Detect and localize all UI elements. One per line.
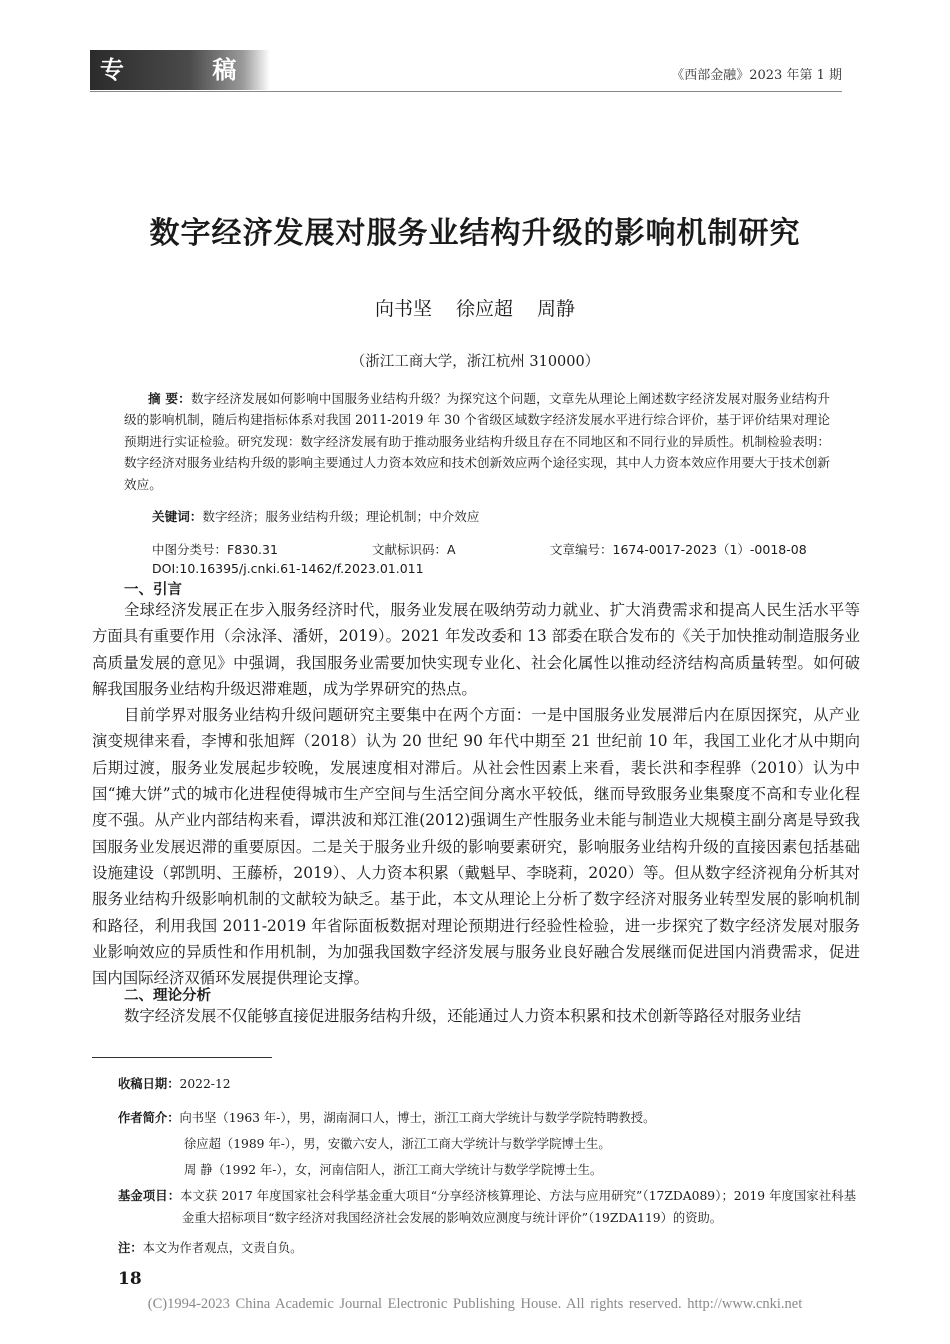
intro-paragraph-2: 目前学界对服务业结构升级问题研究主要集中在两个方面：一是中国服务业发展滞后内在原因探究，从产业演变规律来看，李博和张旭辉（2018）认为 20 世纪 90 年代中期至 21 世纪前 10 年，我国工业化才从中期向后期过渡，服务业发展起步较晚，发展速度相对滞后。从社会性因素上来看，裴长洪和李程骅（2010）认为中国“摊大饼”式的城市化进程使得城市生产空间与生活空间分离水平较低，继而导致服务业集聚度不高和专业化程度不强。从产业内部结构来看，谭洪波和郑江淮(2012)强调生产性服务业未能与制造业大规模主副分离是导致我国服务业发展迟滞的重要原因。二是关于服务业升级的影响要素研究，影响服务业结构升级的直接因素包括基础设施建设（郭凯明、王藤桥，2019）、人力资本积累（戴魁早、李晓莉，2020）等。但从数字经济视角分析其对服务业结构升级影响机制的文献较为缺乏。基于此，本文从理论上分析了数字经济对服务业转型发展的影响机制和路径，利用我国 2011-2019 年省际面板数据对理论预期进行经验性检验，进一步探究了数字经济发展对服务业影响效应的异质性和作用机制，为加强我国数字经济发展与服务业良好融合发展继而促进国内消费需求，促进国内国际经济双循环发展提供理论支撑。 (92, 706, 860, 988)
footnote-rule (92, 1057, 272, 1058)
fund-label: 基金项目： (118, 1189, 181, 1203)
theory-paragraph-1: 数字经济发展不仅能够直接促进服务结构升级，还能通过人力资本积累和技术创新等路径对服务业结 (124, 1007, 802, 1025)
footnote-author-3: 周 静（1992 年-），女，河南信阳人，浙江工商大学统计与数学学院博士生。 (184, 1163, 603, 1177)
footnote-received (118, 1073, 231, 1095)
theory-heading: 二、理论分析 (124, 988, 211, 1004)
footnote-author-2: 徐应超（1989 年-），男，安徽六安人，浙江工商大学统计与数学学院博士生。 (184, 1137, 611, 1151)
received-value: 2022-12 (179, 1077, 231, 1091)
page-number: 18 (118, 1269, 142, 1289)
note-value: 本文为作者观点，文责自负。 (142, 1241, 303, 1255)
article-number: 文章编号：1674-0017-2023（1）-0018-08 (550, 542, 807, 557)
footnote-fund (118, 1185, 856, 1229)
copyright-watermark: (C)1994-2023 China Academic Journal Electronic Publishing House. All rights reserved. http://www.cnki.net (147, 1296, 803, 1312)
note-label: 注： (118, 1241, 143, 1255)
doc-code: 文献标识码：A (372, 542, 456, 557)
doi: DOI:10.16395/j.cnki.61-1462/f.2023.01.011 (152, 561, 424, 576)
intro-body (92, 597, 860, 991)
affiliation: （浙江工商大学，浙江杭州 310000） (350, 354, 600, 370)
author-1: 向书坚（1963 年-），男，湖南洞口人，博士，浙江工商大学统计与数学学院特聘教授。 (179, 1111, 656, 1125)
footnote-author-1 (118, 1107, 655, 1129)
intro-heading: 一、引言 (124, 582, 182, 598)
footnote-note (118, 1237, 302, 1259)
journal-issue: 《西部金融》2023 年第 1 期 (671, 68, 842, 83)
keywords-text: 数字经济；服务业结构升级；理论机制；中介效应 (202, 509, 480, 524)
clc-number: 中图分类号：F830.31 (152, 542, 278, 557)
header-rule (90, 91, 842, 92)
article-title: 数字经济发展对服务业结构升级的影响机制研究 (149, 216, 801, 251)
keywords-label: 关键词： (152, 509, 203, 524)
abstract-label: 摘 要： (148, 391, 191, 406)
fund-value: 本文获 2017 年度国家社会科学基金重大项目“分享经济核算理论、方法与应用研究”（17ZDA089）；2019 年度国家社科基金重大招标项目“数字经济对我国经济社会发展的影响效应测度与统计评价”（19ZDA119）的资助。 (180, 1189, 856, 1225)
received-label: 收稿日期： (118, 1077, 180, 1091)
authors: 向书坚 徐应超 周静 (374, 298, 576, 320)
intro-paragraph-1: 全球经济发展正在步入服务经济时代，服务业发展在吸纳劳动力就业、扩大消费需求和提高人民生活水平等方面具有重要作用（佘泳泽、潘妍，2019）。2021 年发改委和 13 部委在联合发布的《关于加快推动制造服务业高质量发展的意见》中强调，我国服务业需要加快实现专业化、社会化属性以推动经济结构高质量转型。如何破解我国服务业结构升级迟滞难题，成为学界研究的热点。 (92, 601, 860, 698)
theory-body (92, 1003, 860, 1029)
author-label: 作者简介： (118, 1111, 180, 1125)
abstract (124, 388, 830, 495)
abstract-text: 数字经济发展如何影响中国服务业结构升级？为探究这个问题，文章先从理论上阐述数字经济发展对服务业结构升级的影响机制，随后构建指标体系对我国 2011-2019 年 30 个省级区域数字经济发展水平进行综合评价，基于评价结果对理论预期进行实证检验。研究发现：数字经济发展有助于推动服务业结构升级且存在不同地区和不同行业的异质性。机制检验表明：数字经济对服务业结构升级的影响主要通过人力资本效应和技术创新效应两个途径实现，其中人力资本效应作用要大于技术创新效应。 (124, 391, 831, 492)
keywords (152, 506, 479, 525)
section-label: 专 稿 (100, 56, 277, 84)
